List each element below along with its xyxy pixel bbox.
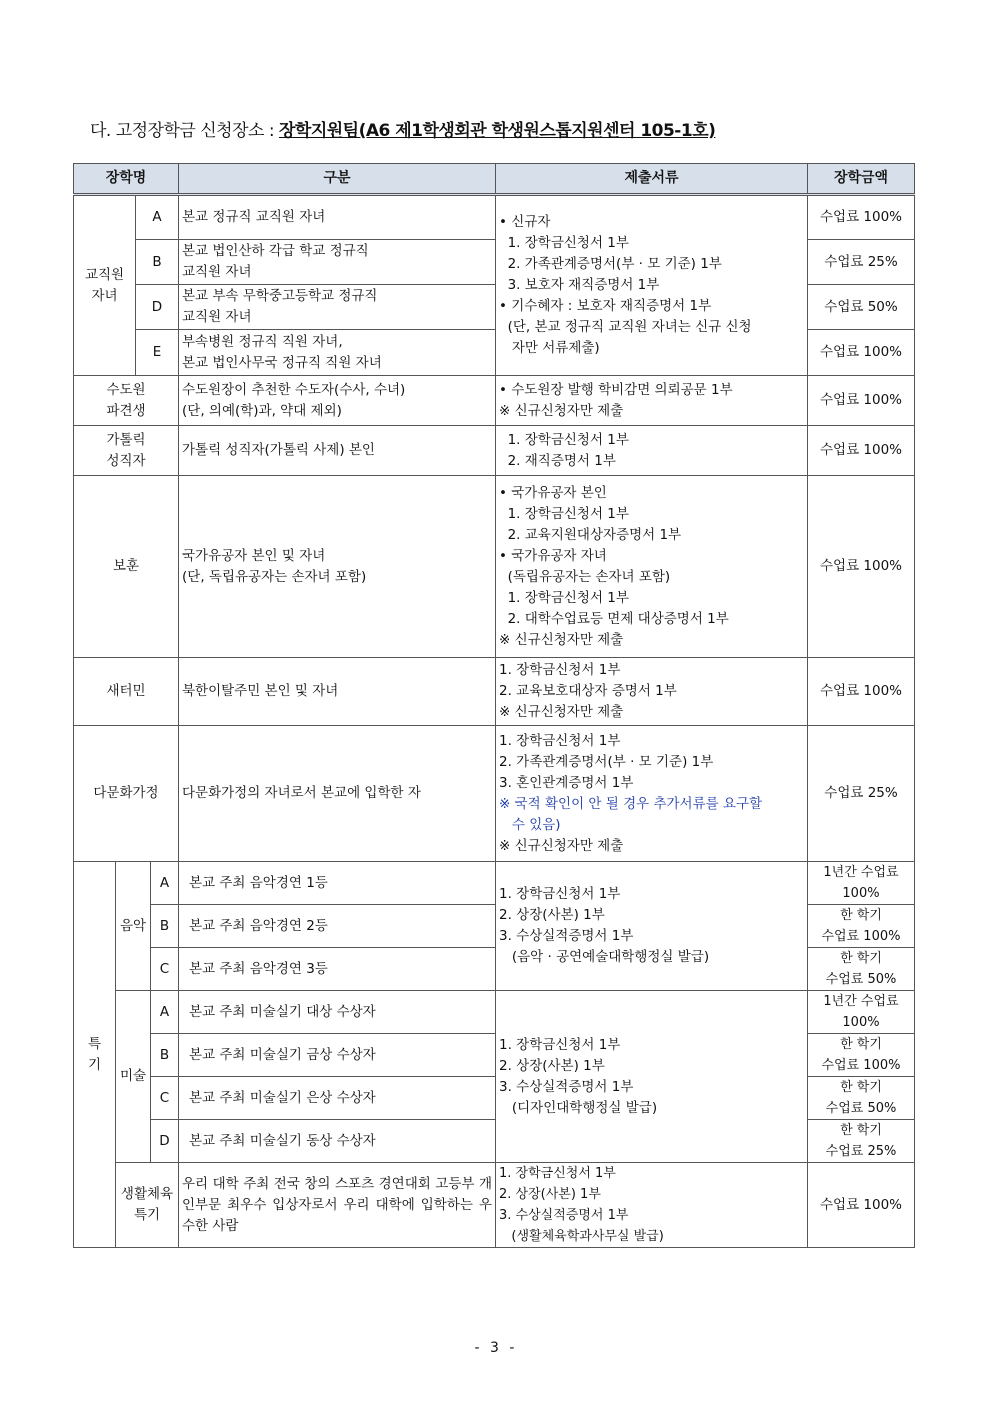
clergy-amount: 수업료 100% bbox=[808, 426, 915, 476]
document-line: ※ 국적 확인이 안 될 경우 추가서류를 요구할 bbox=[499, 795, 763, 812]
scholarship-table bbox=[73, 163, 915, 862]
header-amount: 장학금액 bbox=[808, 164, 915, 195]
document-line: 1. 장학금신청서 1부 bbox=[499, 662, 621, 678]
document-line: 2. 가족관계증명서(부 · 모 기준) 1부 bbox=[499, 256, 722, 272]
document-line: 2. 상장(사본) 1부 bbox=[499, 1187, 601, 1202]
music-desc: 본교 주최 음악경연 3등 bbox=[179, 948, 496, 991]
defector-desc: 북한이탈주민 본인 및 자녀 bbox=[179, 658, 496, 726]
document-line: (단, 본교 정규직 교직원 자녀는 신규 신청 bbox=[499, 319, 752, 335]
table-row bbox=[74, 726, 915, 862]
special-talent-table bbox=[73, 861, 915, 1248]
document-line: 2. 상장(사본) 1부 bbox=[499, 907, 605, 923]
header-name: 장학명 bbox=[74, 164, 179, 195]
document-line: 1. 장학금신청서 1부 bbox=[499, 886, 621, 902]
monk-name: 수도원 파견생 bbox=[74, 376, 179, 426]
art-desc: 본교 주최 미술실기 대상 수상자 bbox=[179, 991, 496, 1034]
multicultural-amount: 수업료 25% bbox=[808, 726, 915, 862]
sports-documents bbox=[496, 1163, 808, 1248]
document-line: 3. 혼인관계증명서 1부 bbox=[499, 774, 634, 791]
faculty-desc: 본교 법인산하 각급 학교 정규직 교직원 자녀 bbox=[179, 240, 496, 285]
faculty-documents bbox=[496, 195, 808, 376]
table-row bbox=[74, 376, 915, 426]
sports-name: 생활체육 특기 bbox=[116, 1163, 179, 1248]
document-line: 2. 재직증명서 1부 bbox=[499, 452, 616, 469]
art-documents bbox=[496, 991, 808, 1163]
art-code: B bbox=[151, 1034, 179, 1077]
document-line: 2. 대학수업료등 면제 대상증명서 1부 bbox=[499, 610, 729, 627]
header-category: 구분 bbox=[179, 164, 496, 195]
document-line: ※ 신규신청자만 제출 bbox=[499, 402, 624, 419]
sports-desc: 우리 대학 주최 전국 창의 스포츠 경연대회 고등부 개인부문 최우수 입상자로서 우리 대학에 입학하는 우수한 사람 bbox=[179, 1163, 496, 1248]
faculty-name: 교직원 자녀 bbox=[74, 195, 136, 376]
document-line: 1. 장학금신청서 1부 bbox=[499, 235, 629, 251]
faculty-desc: 본교 정규직 교직원 자녀 bbox=[179, 195, 496, 240]
multicultural-desc: 다문화가정의 자녀로서 본교에 입학한 자 bbox=[179, 726, 496, 862]
music-documents bbox=[496, 862, 808, 991]
music-amount: 1년간 수업료 100% bbox=[808, 862, 915, 905]
art-code: A bbox=[151, 991, 179, 1034]
document-line: 2. 교육보호대상자 증명서 1부 bbox=[499, 683, 677, 699]
document-line: 1. 장학금신청서 1부 bbox=[499, 589, 629, 606]
defector-amount: 수업료 100% bbox=[808, 658, 915, 726]
multicultural-documents bbox=[496, 726, 808, 862]
art-code: C bbox=[151, 1077, 179, 1120]
art-amount: 한 학기 수업료 100% bbox=[808, 1034, 915, 1077]
faculty-desc: 부속병원 정규직 직원 자녀, 본교 법인사무국 정규직 직원 자녀 bbox=[179, 330, 496, 376]
faculty-amount: 수업료 100% bbox=[808, 330, 915, 376]
music-code: A bbox=[151, 862, 179, 905]
veteran-desc: 국가유공자 본인 및 자녀 (단, 독립유공자는 손자녀 포함) bbox=[179, 476, 496, 658]
document-line: 1. 장학금신청서 1부 bbox=[499, 431, 629, 448]
document-line: • 수도원장 발행 학비감면 의뢰공문 1부 bbox=[499, 381, 733, 398]
clergy-documents bbox=[496, 426, 808, 476]
music-desc: 본교 주최 음악경연 1등 bbox=[179, 862, 496, 905]
music-code: C bbox=[151, 948, 179, 991]
section-heading bbox=[90, 116, 715, 141]
veteran-name: 보훈 bbox=[74, 476, 179, 658]
music-amount: 한 학기 수업료 50% bbox=[808, 948, 915, 991]
faculty-amount: 수업료 100% bbox=[808, 195, 915, 240]
page-number: - 3 - bbox=[474, 1340, 518, 1356]
art-amount: 한 학기 수업료 50% bbox=[808, 1077, 915, 1120]
faculty-code: D bbox=[136, 285, 179, 330]
art-amount: 한 학기 수업료 25% bbox=[808, 1120, 915, 1163]
art-amount: 1년간 수업료 100% bbox=[808, 991, 915, 1034]
document-line: 2. 가족관계증명서(부 · 모 기준) 1부 bbox=[499, 753, 714, 770]
document-line: ※ 신규신청자만 제출 bbox=[499, 631, 624, 648]
defector-name: 새터민 bbox=[74, 658, 179, 726]
clergy-desc: 가톨릭 성직자(가톨릭 사제) 본인 bbox=[179, 426, 496, 476]
table-header-row bbox=[74, 164, 915, 195]
document-line: • 신규자 bbox=[499, 214, 551, 230]
monk-amount: 수업료 100% bbox=[808, 376, 915, 426]
table-row bbox=[74, 195, 915, 240]
document-line: 3. 수상실적증명서 1부 bbox=[499, 1208, 629, 1223]
table-row bbox=[74, 862, 915, 905]
document-line: 수 있음) bbox=[499, 816, 561, 833]
document-line: (독립유공자는 손자녀 포함) bbox=[499, 568, 671, 585]
veteran-amount: 수업료 100% bbox=[808, 476, 915, 658]
faculty-amount: 수업료 50% bbox=[808, 285, 915, 330]
music-code: B bbox=[151, 905, 179, 948]
document-line: 3. 수상실적증명서 1부 bbox=[499, 1078, 634, 1095]
document-line: (생활체육학과사무실 발급) bbox=[499, 1229, 664, 1244]
defector-documents bbox=[496, 658, 808, 726]
faculty-code: A bbox=[136, 195, 179, 240]
document-line: • 국가유공자 본인 bbox=[499, 484, 607, 501]
faculty-desc: 본교 부속 무학중고등학교 정규직 교직원 자녀 bbox=[179, 285, 496, 330]
art-desc: 본교 주최 미술실기 금상 수상자 bbox=[179, 1034, 496, 1077]
document-line: 1. 장학금신청서 1부 bbox=[499, 732, 621, 749]
art-code: D bbox=[151, 1120, 179, 1163]
multicultural-note: ※ 신규신청자만 제출 bbox=[499, 837, 624, 854]
document-line: 2. 교육지원대상자증명서 1부 bbox=[499, 526, 682, 543]
document-line: 3. 수상실적증명서 1부 bbox=[499, 928, 634, 944]
table-row bbox=[74, 426, 915, 476]
document-line: (음악 · 공연예술대학행정실 발급) bbox=[499, 949, 710, 965]
heading-prefix: 다. 고정장학금 신청장소 : bbox=[90, 121, 275, 141]
table-row bbox=[74, 1163, 915, 1248]
document-line: (디자인대학행정실 발급) bbox=[499, 1099, 658, 1116]
document-line: 1. 장학금신청서 1부 bbox=[499, 505, 629, 522]
monk-desc: 수도원장이 추천한 수도자(수사, 수녀) (단, 의예(학)과, 약대 제외) bbox=[179, 376, 496, 426]
music-name: 음악 bbox=[116, 862, 151, 991]
document-line: 1. 장학금신청서 1부 bbox=[499, 1036, 621, 1053]
header-documents: 제출서류 bbox=[496, 164, 808, 195]
table-row bbox=[74, 991, 915, 1034]
faculty-amount: 수업료 25% bbox=[808, 240, 915, 285]
document-line: 2. 상장(사본) 1부 bbox=[499, 1057, 605, 1074]
document-line: • 국가유공자 자녀 bbox=[499, 547, 607, 564]
music-amount: 한 학기 수업료 100% bbox=[808, 905, 915, 948]
music-desc: 본교 주최 음악경연 2등 bbox=[179, 905, 496, 948]
document-line: 1. 장학금신청서 1부 bbox=[499, 1166, 616, 1181]
art-desc: 본교 주최 미술실기 은상 수상자 bbox=[179, 1077, 496, 1120]
document-line: ※ 신규신청자만 제출 bbox=[499, 704, 624, 720]
veteran-documents bbox=[496, 476, 808, 658]
heading-location: 장학지원팀(A6 제1학생회관 학생원스톱지원센터 105-1호) bbox=[278, 121, 716, 141]
art-name: 미술 bbox=[116, 991, 151, 1163]
table-row bbox=[74, 476, 915, 658]
clergy-name: 가톨릭 성직자 bbox=[74, 426, 179, 476]
special-name: 특 기 bbox=[74, 862, 116, 1248]
monk-documents bbox=[496, 376, 808, 426]
faculty-code: E bbox=[136, 330, 179, 376]
document-line: 자만 서류제출) bbox=[499, 340, 600, 356]
sports-amount: 수업료 100% bbox=[808, 1163, 915, 1248]
document-line: 3. 보호자 재직증명서 1부 bbox=[499, 277, 660, 293]
document-line: • 기수혜자 : 보호자 재직증명서 1부 bbox=[499, 298, 712, 314]
faculty-code: B bbox=[136, 240, 179, 285]
multicultural-name: 다문화가정 bbox=[74, 726, 179, 862]
table-row bbox=[74, 658, 915, 726]
art-desc: 본교 주최 미술실기 동상 수상자 bbox=[179, 1120, 496, 1163]
